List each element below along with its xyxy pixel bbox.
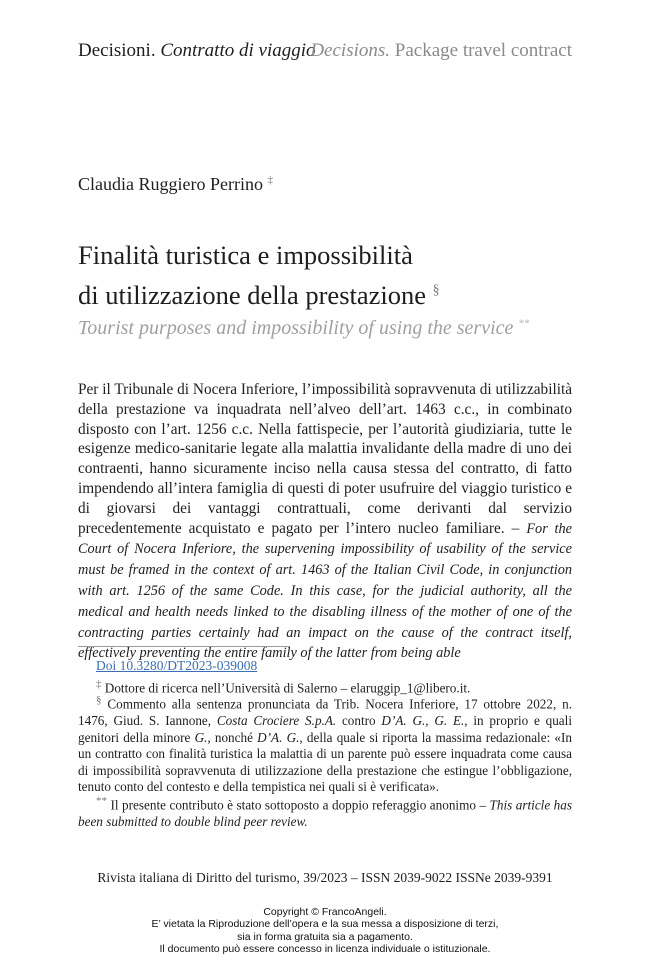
abstract-dash: – (504, 519, 527, 537)
footnote-divider (78, 646, 290, 647)
header-subsection-en: Package travel contract (390, 40, 572, 61)
party-name: D’A. G., G. E. (381, 712, 465, 728)
party-name: G. (194, 729, 208, 745)
doi-link[interactable]: Doi 10.3280/DT2023-039008 (96, 658, 258, 673)
copyright-notice (0, 906, 650, 955)
article-title (78, 238, 578, 313)
copyright-line-1: Copyright © FrancoAngeli. (263, 906, 387, 918)
footnote-mark-author: ‡ (96, 678, 102, 690)
subtitle-text: Tourist purposes and impossibility of using the service (78, 317, 514, 339)
copyright-line-4: Il documento può essere concesso in licenza individuale o istituzionale. (159, 942, 491, 955)
author-footnote-mark[interactable]: ‡ (267, 174, 273, 186)
footnote-judgment-text: Commento alla sentenza pronunciata da Trib. Nocera Inferiore, 17 ottobre 2022, n. 1476, Giud. S. Iannone, (78, 696, 572, 728)
author-name: Claudia Ruggiero Perrino (78, 174, 263, 194)
footnote-mark-review: ** (96, 795, 107, 807)
copyright-line-3: sia in forma gratuita sia a pagamento. (237, 930, 413, 943)
footnote-review-text: Il presente contributo è stato sottoposto a doppio referaggio anonimo – (107, 797, 490, 813)
header-section-en: Decisions. (310, 40, 391, 61)
article-subtitle (78, 317, 529, 340)
footnote-judgment-text: , della quale si riporta la massima redazionale: «In un contratto con finalità turistica la malattia di un parente può essere inquadrata come causa di impossibilità sopravvenuta di utilizzazione della prestazione che estingue l’obbligazione, tenuto conto del contesto e della tempistica nei quali si è verificata». (78, 729, 573, 795)
header-subsection: Contratto di viaggio (160, 40, 316, 61)
party-name: Costa Crociere S.p.A. (216, 712, 337, 728)
abstract (78, 380, 572, 664)
doi (96, 658, 257, 674)
party-name: D’A. G. (257, 729, 300, 745)
footnote-review-english: This article has been submitted to double blind peer review. (78, 797, 573, 829)
footnote-judgment (78, 692, 572, 796)
title-line-1: Finalità turistica e impossibilità (78, 240, 413, 270)
author-line (78, 174, 273, 195)
footnote-judgment-text: contro (336, 712, 382, 728)
journal-citation: Rivista italiana di Diritto del turismo, 39/2023 – ISSN 2039-9022 ISSNe 2039-9391 (97, 870, 553, 885)
subtitle-footnote-mark[interactable]: ** (518, 317, 530, 330)
running-header-right (310, 40, 572, 62)
footnote-judgment-text: , in proprio e quali genitori della minore (78, 712, 572, 745)
title-line-2: di utilizzazione della prestazione (78, 279, 427, 310)
footnote-author-text: Dottore di ricerca nell’Università di Salerno – elaruggip_1@libero.it. (101, 680, 471, 696)
header-section: Decisioni. (78, 40, 161, 61)
copyright-line-2: E’ vietata la Riproduzione dell’opera e la sua messa a disposizione di terzi, (151, 918, 499, 931)
footnote-review (78, 793, 572, 831)
title-footnote-mark[interactable]: § (432, 283, 440, 298)
footnote-judgment-text: , nonché (207, 729, 258, 745)
running-header-left (78, 40, 316, 62)
footnote-mark-judgment: § (96, 694, 102, 706)
abstract-italian: Per il Tribunale di Nocera Inferiore, l’impossibilità sopravvenuta di utilizzabilità della prestazione va inquadrata nell’alveo dell’art. 1463 c.c., in combinato disposto con l’art. 1256 c.c. Nella fattispecie, per l’autorità giudiziaria, tutte le esigenze medico-sanitarie legate alla malattia invalidante della madre di uno dei contraenti, hanno sicuramente inciso nella causa stessa del contratto, di fatto impendendo all’intera famiglia di questi di poter usufruire del viaggio turistico e di giovarsi dei vantaggi contrattuali, come derivanti dal servizio precedentemente acquistato e pagato per l’intero nucleo familiare. (78, 381, 572, 537)
abstract-english: For the Court of Nocera Inferiore, the supervening impossibility of usability of the service must be framed in the context of art. 1463 of the Italian Civil Code, in conjunction with art. 1256 of the same Code. In this case, for the judicial authority, all the medical and health needs linked to the disabling illness of the mother of one of the contracting parties certainly had an impact on the cause of the contract itself, effectively preventing the entire family of the latter from being able (78, 520, 572, 662)
